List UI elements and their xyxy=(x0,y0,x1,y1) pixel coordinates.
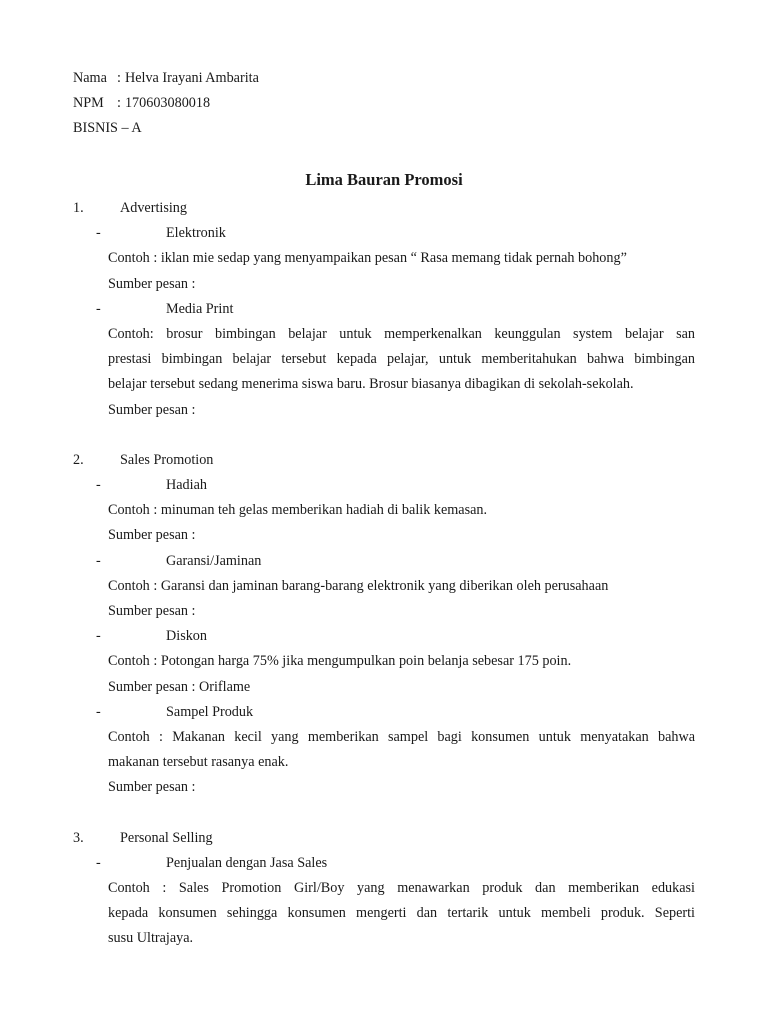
document-body xyxy=(73,198,695,954)
example-line xyxy=(73,752,695,777)
bullet-dash: - xyxy=(96,703,101,720)
bullet-dash: - xyxy=(96,477,101,494)
example-line xyxy=(73,727,695,752)
example-line xyxy=(73,878,695,903)
list-item xyxy=(73,626,695,651)
example-text: belajar tersebut sedang menerima siswa baru. Brosur biasanya dibagikan di sekolah-sekolah. xyxy=(108,376,634,393)
section-title: Personal Selling xyxy=(120,829,213,846)
item-title: Diskon xyxy=(166,628,207,645)
class-line xyxy=(73,118,259,143)
npm-line xyxy=(73,93,259,118)
npm-label: NPM xyxy=(73,95,104,111)
item-title: Garansi/Jaminan xyxy=(166,552,262,569)
example-text: Contoh : minuman teh gelas memberikan hadiah di balik kemasan. xyxy=(108,502,488,519)
section-title: Advertising xyxy=(120,200,187,216)
example-line xyxy=(73,349,695,374)
example-line xyxy=(73,500,695,525)
bullet-dash: - xyxy=(96,854,101,871)
source-text: Sumber pesan : Oriflame xyxy=(108,678,251,695)
bullet-dash: - xyxy=(96,552,101,569)
section-number: 2. xyxy=(73,451,84,468)
student-info xyxy=(73,68,259,143)
source-text: Sumber pesan : xyxy=(108,275,196,292)
section-heading xyxy=(73,828,695,853)
item-title: Hadiah xyxy=(166,477,207,494)
class-value: BISNIS – A xyxy=(73,120,142,136)
list-item xyxy=(73,475,695,500)
example-text: Contoh : Makanan kecil yang memberikan sampel bagi konsumen untuk menyatakan bahwa xyxy=(108,728,695,745)
bullet-dash: - xyxy=(96,225,101,242)
source-text: Sumber pesan : xyxy=(108,603,196,619)
section-number: 1. xyxy=(73,200,84,216)
source-line xyxy=(73,525,695,550)
example-line xyxy=(73,374,695,399)
item-title: Media Print xyxy=(166,300,234,317)
example-text: makanan tersebut rasanya enak. xyxy=(108,754,289,771)
source-line xyxy=(73,274,695,299)
source-line xyxy=(73,601,695,626)
bullet-dash: - xyxy=(96,300,101,317)
list-item xyxy=(73,551,695,576)
example-text: Contoh: brosur bimbingan belajar untuk memperkenalkan keunggulan system belajar san xyxy=(108,325,695,342)
npm-value: 170603080018 xyxy=(124,95,211,111)
list-item xyxy=(73,299,695,324)
example-line xyxy=(73,324,695,349)
section-title: Sales Promotion xyxy=(120,451,214,468)
section-heading xyxy=(73,450,695,475)
name-line xyxy=(73,68,259,93)
list-item xyxy=(73,702,695,727)
item-title: Elektronik xyxy=(166,225,226,242)
source-line xyxy=(73,400,695,425)
example-line xyxy=(73,576,695,601)
example-text: susu Ultrajaya. xyxy=(108,930,194,947)
spacer xyxy=(73,425,695,450)
bullet-dash: - xyxy=(96,628,101,645)
example-text: prestasi bimbingan belajar tersebut kepada pelajar, untuk memberitahukan bahwa bimbingan xyxy=(108,351,695,368)
example-text: Contoh : Sales Promotion Girl/Boy yang menawarkan produk dan memberikan edukasi xyxy=(108,880,695,897)
spacer xyxy=(73,803,695,828)
document-title: Lima Bauran Promosi xyxy=(305,170,463,189)
name-separator: : xyxy=(117,70,121,86)
item-title: Sampel Produk xyxy=(166,703,254,720)
section-heading xyxy=(73,198,695,223)
source-line xyxy=(73,777,695,802)
example-text: kepada konsumen sehingga konsumen mengerti dan tertarik untuk membeli produk. Seperti xyxy=(108,905,695,922)
source-text: Sumber pesan : xyxy=(108,779,196,796)
source-text: Sumber pesan : xyxy=(108,527,196,544)
list-item xyxy=(73,223,695,248)
source-line xyxy=(73,677,695,702)
example-line xyxy=(73,248,695,273)
example-text: Contoh : Potongan harga 75% jika mengumpulkan poin belanja sebesar 175 poin. xyxy=(108,653,572,670)
example-text: Contoh : Garansi dan jaminan barang-barang elektronik yang diberikan oleh perusahaan xyxy=(108,577,609,594)
example-text: Contoh : iklan mie sedap yang menyampaikan pesan “ Rasa memang tidak pernah bohong” xyxy=(108,250,627,267)
example-line xyxy=(73,651,695,676)
source-text: Sumber pesan : xyxy=(108,401,196,418)
example-line xyxy=(73,928,695,953)
section-number: 3. xyxy=(73,829,84,846)
name-value: Helva Irayani Ambarita xyxy=(124,70,259,86)
item-title: Penjualan dengan Jasa Sales xyxy=(166,854,328,871)
example-line xyxy=(73,903,695,928)
npm-separator: : xyxy=(117,95,121,111)
name-label: Nama xyxy=(73,70,107,86)
list-item xyxy=(73,853,695,878)
